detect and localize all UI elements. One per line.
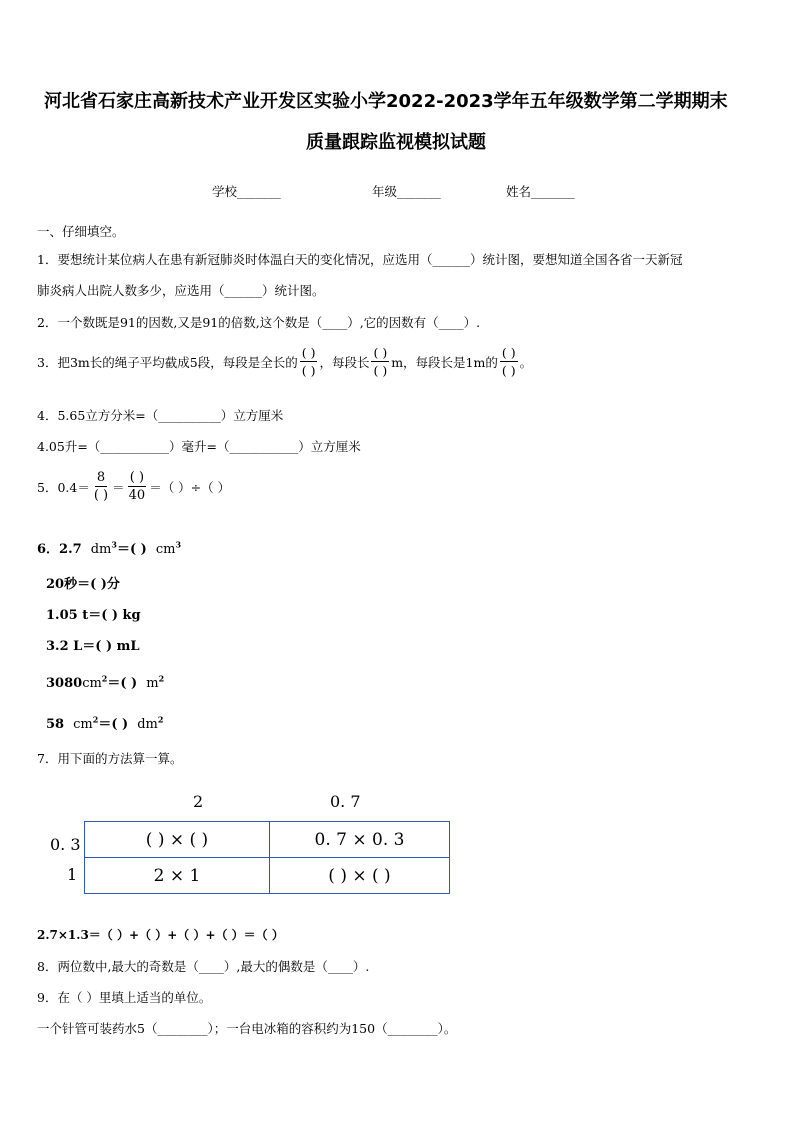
q6-value: 3080 — [46, 676, 83, 691]
question-3-text: m，每段长是1m的 — [391, 354, 498, 370]
document-title-line2: 质量跟踪监视模拟试题 — [306, 132, 486, 153]
unit: cm — [82, 676, 102, 691]
unit-exponent: 3 — [175, 539, 182, 550]
fraction-den: ( ) — [301, 363, 316, 378]
question-6-line3: 1.05 t＝( ) kg — [46, 608, 141, 623]
school-field[interactable]: 学校_______ — [212, 184, 281, 199]
calculation-table — [84, 821, 450, 894]
fraction[interactable] — [127, 470, 148, 503]
question-5-tail: ＝（ ）÷（ ） — [149, 479, 231, 495]
unit: m — [146, 676, 159, 691]
question-3-text: 3．把3m长的绳子平均截成5段，每段是全长的 — [37, 354, 298, 370]
fraction-num: ( ) — [129, 470, 145, 485]
unit-exponent: 2 — [101, 673, 108, 684]
question-3-text: 。 — [519, 354, 533, 370]
table-cell-blank[interactable]: ( ) × ( ) — [270, 858, 450, 894]
fraction-num: 8 — [96, 470, 106, 485]
question-6-line5 — [46, 672, 164, 691]
q6-value: 58 — [46, 717, 65, 732]
question-3-text: ，每段长 — [319, 354, 370, 370]
equals-sign: ＝ — [112, 479, 125, 495]
unit: cm — [155, 542, 176, 557]
q6-value: 6．2.7 — [37, 542, 82, 557]
question-4-line2: 4.05升=（___________）毫升=（___________）立方厘米 — [37, 439, 361, 454]
question-6-line1 — [37, 538, 181, 557]
question-6-line2: 20秒＝( )分 — [46, 577, 120, 592]
question-4-line1: 4．5.65立方分米=（__________）立方厘米 — [37, 408, 284, 423]
unit-exponent: 2 — [92, 714, 99, 725]
column-header: 2 — [193, 792, 204, 811]
question-5 — [37, 470, 230, 503]
question-9-label: 9．在（ ）里填上适当的单位。 — [37, 990, 212, 1005]
q6-blank[interactable]: ＝( ) — [98, 717, 129, 732]
question-8: 8．两位数中,最大的奇数是（____）,最大的偶数是（____）. — [37, 959, 370, 974]
question-9-line: 一个针管可装药水5（________）；一台电冰箱的容积约为150（________）。 — [37, 1021, 457, 1036]
section-heading: 一、仔细填空。 — [37, 224, 125, 239]
document-title-line1: 河北省石家庄高新技术产业开发区实验小学2022-2023学年五年级数学第二学期期末 — [44, 91, 728, 112]
question-7-label: 7．用下面的方法算一算。 — [37, 751, 183, 766]
table-cell: 2 × 1 — [85, 858, 270, 894]
row-header: 1 — [67, 865, 78, 884]
fraction-den: 40 — [128, 488, 146, 503]
question-2: 2．一个数既是91的因数,又是91的倍数,这个数是（____）,它的因数有（____）. — [37, 315, 481, 330]
unit-exponent: 2 — [158, 673, 165, 684]
question-7-formula: 2.7×1.3＝（ ）+（ ）+（ ）+（ ）＝（ ） — [37, 928, 284, 942]
grade-field[interactable]: 年级_______ — [372, 184, 441, 199]
fraction-den: ( ) — [501, 363, 516, 378]
fraction-den: ( ) — [93, 488, 109, 503]
question-6-line4: 3.2 L＝( ) mL — [46, 639, 140, 654]
q6-blank[interactable]: ＝( ) — [116, 542, 147, 557]
fraction-num: ( ) — [301, 345, 316, 360]
question-6-line6 — [46, 713, 163, 732]
unit: dm — [90, 542, 112, 557]
question-3 — [37, 345, 532, 378]
question-1-line1: 1．要想统计某位病人在患有新冠肺炎时体温白天的变化情况，应选用（______）统计图，要想知道全国各省一天新冠 — [37, 252, 683, 267]
fraction-num: ( ) — [501, 345, 516, 360]
fraction-den: ( ) — [373, 363, 388, 378]
fraction-num: ( ) — [373, 345, 388, 360]
unit: dm — [137, 717, 158, 732]
unit-exponent: 2 — [157, 714, 164, 725]
question-5-text: 5．0.4＝ — [37, 479, 90, 495]
row-header: 0. 3 — [50, 835, 81, 854]
question-1-line2: 肺炎病人出院人数多少，应选用（______）统计图。 — [37, 283, 325, 298]
q6-blank[interactable]: ＝( ) — [107, 676, 138, 691]
table-cell: 0. 7 × 0. 3 — [270, 822, 450, 858]
fraction[interactable] — [92, 470, 110, 503]
column-header: 0. 7 — [330, 792, 361, 811]
fraction-blank[interactable] — [500, 345, 518, 378]
fraction-blank[interactable] — [300, 345, 318, 378]
unit-exponent: 3 — [111, 539, 117, 550]
fraction-blank[interactable] — [371, 345, 389, 378]
table-cell-blank[interactable]: ( ) × ( ) — [85, 822, 270, 858]
unit: cm — [73, 717, 93, 732]
name-field[interactable]: 姓名_______ — [506, 184, 575, 199]
